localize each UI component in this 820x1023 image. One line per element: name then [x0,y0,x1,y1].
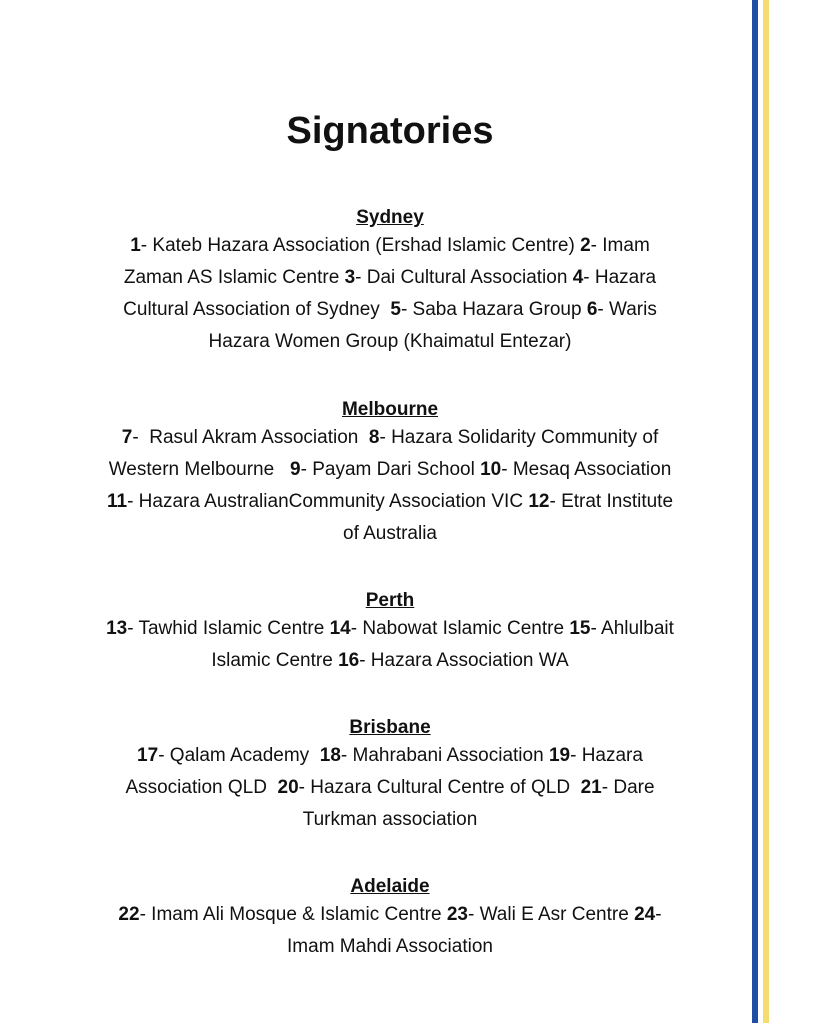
signatory-text: - Qalam Academy [158,745,320,766]
signatory-text: - Imam [590,235,650,256]
signatory-text: Association QLD [125,777,278,798]
signatory-text: Islamic Centre [211,650,339,671]
section-heading: Brisbane [349,717,431,738]
signatory-text: - Hazara [583,267,657,288]
signatory-number: 10 [480,459,502,480]
signatory-text: Imam Mahdi Association [287,936,493,957]
signatory-text: - [655,904,662,925]
signatory-text: - Hazara AustralianCommunity Association VIC [127,491,529,512]
signatory-list [0,899,780,963]
signatory-line [0,230,780,262]
section-adelaide [0,875,780,963]
signatory-text: - Kateb Hazara Association (Ershad Islamic Centre) [140,235,581,256]
signatory-line [0,772,780,804]
signatory-text: - Mesaq Association [501,459,672,480]
signatory-text: - Hazara Cultural Centre of QLD [298,777,581,798]
signatory-text: Hazara Women Group (Khaimatul Entezar) [208,331,572,352]
section-perth [0,589,780,677]
signatory-text: - Hazara Association WA [359,650,569,671]
page-title: Signatories [286,110,494,152]
signatory-number: 11 [106,491,128,512]
signatory-text: Western Melbourne [108,459,291,480]
signatory-list [0,740,780,836]
signatory-number: 5 [390,299,401,320]
signatory-line [0,931,780,963]
signatory-number: 14 [329,618,351,639]
signatory-number: 20 [277,777,299,798]
signatory-text: - Wali E Asr Centre [467,904,635,925]
signatory-text: - Payam Dari School [300,459,481,480]
section-sydney [0,206,780,358]
signatory-text: Cultural Association of Sydney [123,299,391,320]
signatory-text: - Ahlulbait [590,618,674,639]
section-heading: Sydney [356,207,424,228]
signatory-number: 13 [106,618,128,639]
section-heading: Melbourne [341,399,439,420]
signatory-line [0,740,780,772]
signatory-number: 17 [137,745,159,766]
section-melbourne [0,398,780,550]
signatory-number: 7 [121,427,133,448]
signatory-text: - Saba Hazara Group [400,299,587,320]
signatory-number: 22 [118,904,140,925]
signatory-number: 6 [586,299,598,320]
signatory-number: 23 [446,904,468,925]
signatory-text: - Rasul Akram Association [132,427,369,448]
signatory-line [0,326,780,358]
signatory-number: 9 [290,459,301,480]
signatory-text: Turkman association [302,809,478,830]
signatory-text: - Nabowat Islamic Centre [350,618,570,639]
signatory-number: 18 [319,745,341,766]
signatory-list [0,422,780,550]
signatory-number: 16 [338,650,360,671]
signatory-line [0,899,780,931]
signatory-line [0,518,780,550]
signatory-text: - Etrat Institute [549,491,674,512]
signatory-line [0,422,780,454]
signatory-line [0,804,780,836]
signatory-line [0,294,780,326]
signatory-number: 24 [634,904,656,925]
signatory-line [0,645,780,677]
signatory-line [0,454,780,486]
signatory-text: - Mahrabani Association [340,745,549,766]
signatory-number: 21 [580,777,602,798]
signatory-number: 1 [130,235,141,256]
signatory-list [0,230,780,358]
signatory-number: 19 [548,745,571,766]
signatory-text: - Tawhid Islamic Centre [127,618,330,639]
signatory-list [0,613,780,677]
signatory-text: - Hazara [570,745,643,766]
signatory-text: - Dai Cultural Association [355,267,573,288]
signatory-text: - Imam Ali Mosque & Islamic Centre [139,904,447,925]
signatory-text: Zaman AS Islamic Centre [123,267,345,288]
signatory-text: - Dare [601,777,655,798]
signatory-text: of Australia [343,523,437,544]
signatory-number: 2 [580,235,591,256]
signatory-number: 8 [368,427,380,448]
section-heading: Adelaide [350,876,430,897]
section-heading: Perth [365,590,415,611]
section-brisbane [0,716,780,836]
signatory-line [0,613,780,645]
signatory-number: 15 [569,618,591,639]
signatory-number: 3 [344,267,356,288]
signatory-text: - Hazara Solidarity Community of [379,427,659,448]
signatory-line [0,262,780,294]
signatory-line [0,486,780,518]
signatory-number: 4 [572,267,584,288]
signatory-number: 12 [528,491,550,512]
signatory-text: - Waris [597,299,657,320]
